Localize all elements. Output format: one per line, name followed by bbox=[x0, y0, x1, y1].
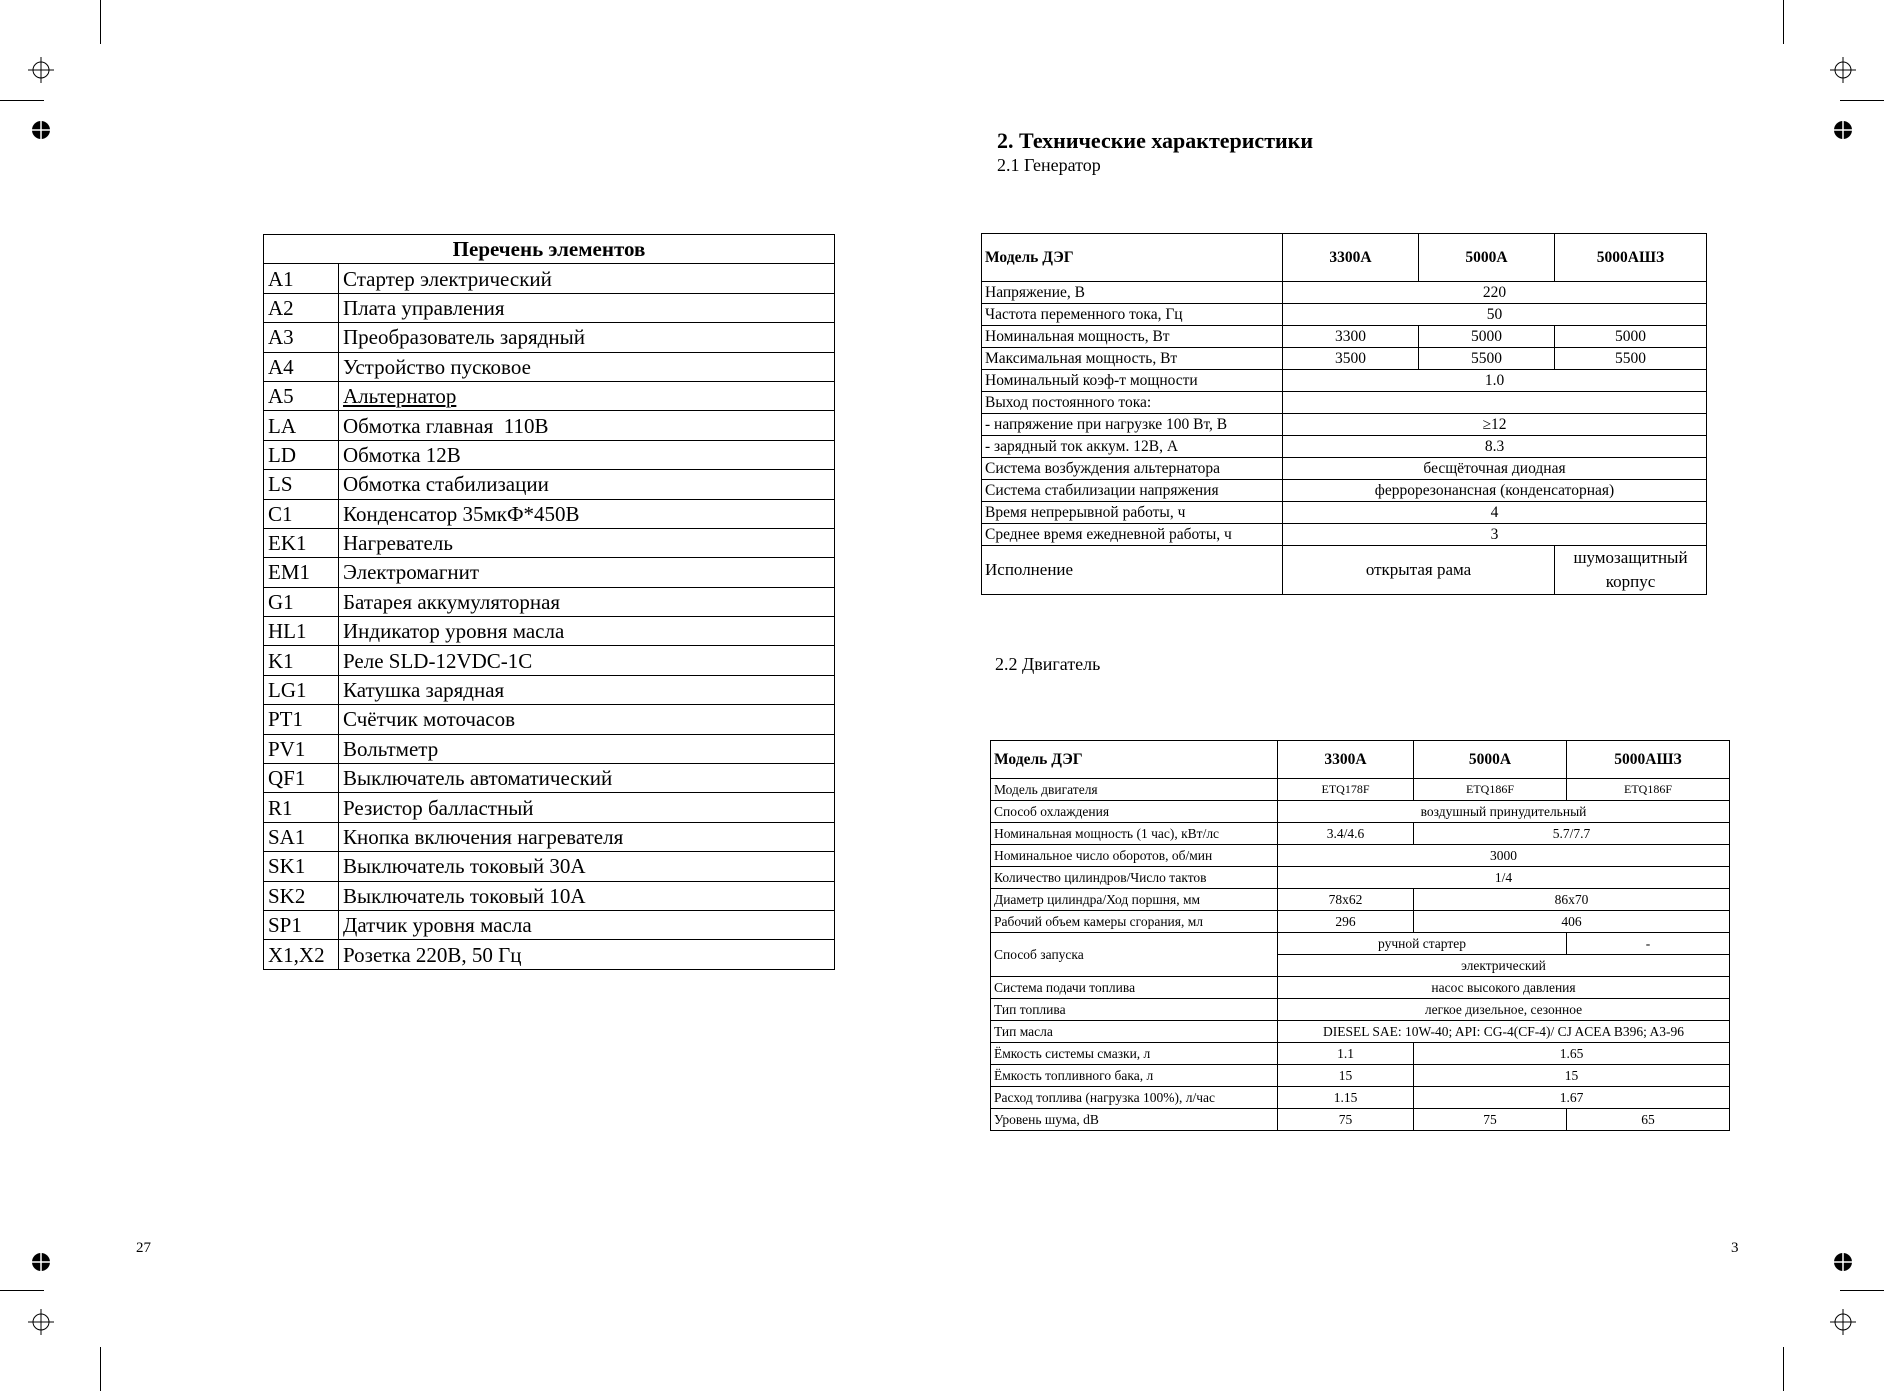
spec-value: 5.7/7.7 bbox=[1414, 823, 1730, 845]
element-code: C1 bbox=[264, 499, 339, 528]
spec-value: 65 bbox=[1567, 1109, 1730, 1131]
element-name: Датчик уровня масла bbox=[339, 910, 835, 939]
registration-target-icon bbox=[28, 1309, 54, 1335]
spec-label: Номинальное число оборотов, об/мин bbox=[991, 845, 1278, 867]
registration-dot-icon bbox=[1833, 120, 1853, 140]
table-row bbox=[982, 348, 1707, 370]
elements-table-title: Перечень элементов bbox=[264, 235, 835, 264]
element-code: PT1 bbox=[264, 705, 339, 734]
element-name: Устройство пусковое bbox=[339, 352, 835, 381]
element-name: Батарея аккумуляторная bbox=[339, 587, 835, 616]
spec-value: 75 bbox=[1278, 1109, 1414, 1131]
spec-label: - зарядный ток аккум. 12В, А bbox=[982, 436, 1283, 458]
element-name bbox=[339, 381, 835, 410]
header-model: 5000АШЗ bbox=[1567, 741, 1730, 779]
element-name: Электромагнит bbox=[339, 558, 835, 587]
table-row bbox=[264, 587, 835, 616]
table-row bbox=[264, 793, 835, 822]
spec-value: 3500 bbox=[1283, 348, 1419, 370]
element-code: X1,X2 bbox=[264, 940, 339, 969]
spec-value: 5500 bbox=[1419, 348, 1555, 370]
element-code: EM1 bbox=[264, 558, 339, 587]
element-code: PV1 bbox=[264, 734, 339, 763]
spec-value: 5500 bbox=[1555, 348, 1707, 370]
table-row bbox=[264, 617, 835, 646]
spec-value: 8.3 bbox=[1283, 436, 1707, 458]
table-row bbox=[264, 881, 835, 910]
element-name: Выключатель токовый 10А bbox=[339, 881, 835, 910]
table-row bbox=[264, 705, 835, 734]
table-row bbox=[264, 352, 835, 381]
element-code: SK1 bbox=[264, 852, 339, 881]
spec-label: Диаметр цилиндра/Ход поршня, мм bbox=[991, 889, 1278, 911]
registration-target-icon bbox=[28, 57, 54, 83]
spec-value bbox=[1283, 392, 1707, 414]
table-row bbox=[991, 1109, 1730, 1131]
trim-mark bbox=[1783, 0, 1784, 44]
spec-value: ≥12 bbox=[1283, 414, 1707, 436]
table-row bbox=[264, 822, 835, 851]
spec-label: Уровень шума, dB bbox=[991, 1109, 1278, 1131]
element-code: LD bbox=[264, 440, 339, 469]
spec-value: легкое дизельное, сезонное bbox=[1278, 999, 1730, 1021]
spec-label: Тип топлива bbox=[991, 999, 1278, 1021]
element-name: Плата управления bbox=[339, 293, 835, 322]
registration-target-icon bbox=[1830, 57, 1856, 83]
element-code: SP1 bbox=[264, 910, 339, 939]
section-title: 2. Технические характеристики bbox=[997, 128, 1314, 153]
table-row bbox=[264, 440, 835, 469]
element-code: G1 bbox=[264, 587, 339, 616]
spec-value: 5000 bbox=[1555, 326, 1707, 348]
element-name: Нагреватель bbox=[339, 528, 835, 557]
header-model: 5000А bbox=[1414, 741, 1567, 779]
table-row bbox=[264, 264, 835, 293]
element-code: R1 bbox=[264, 793, 339, 822]
spec-label: Система возбуждения альтернатора bbox=[982, 458, 1283, 480]
spec-label: Среднее время ежедневной работы, ч bbox=[982, 524, 1283, 546]
page-number-left: 27 bbox=[136, 1240, 151, 1256]
table-header-row bbox=[982, 234, 1707, 282]
table-row bbox=[982, 436, 1707, 458]
element-name: Катушка зарядная bbox=[339, 675, 835, 704]
spec-value: 78х62 bbox=[1278, 889, 1414, 911]
table-row bbox=[982, 326, 1707, 348]
table-row bbox=[991, 889, 1730, 911]
element-code: SA1 bbox=[264, 822, 339, 851]
spec-value: 1.1 bbox=[1278, 1043, 1414, 1065]
element-name: Выключатель автоматический bbox=[339, 764, 835, 793]
element-code: QF1 bbox=[264, 764, 339, 793]
spec-value: 3 bbox=[1283, 524, 1707, 546]
table-row bbox=[982, 414, 1707, 436]
element-name: Розетка 220В, 50 Гц bbox=[339, 940, 835, 969]
table-row bbox=[982, 392, 1707, 414]
table-row bbox=[991, 1043, 1730, 1065]
element-code: A5 bbox=[264, 381, 339, 410]
spec-label: Максимальная мощность, Вт bbox=[982, 348, 1283, 370]
header-label: Модель ДЭГ bbox=[982, 234, 1283, 282]
spec-value: ETQ186F bbox=[1567, 779, 1730, 801]
table-row bbox=[982, 546, 1707, 595]
table-row bbox=[264, 528, 835, 557]
table-header-row bbox=[991, 741, 1730, 779]
element-name: Обмотка главная 110В bbox=[339, 411, 835, 440]
element-code: A1 bbox=[264, 264, 339, 293]
spec-value: 406 bbox=[1414, 911, 1730, 933]
table-row bbox=[982, 370, 1707, 392]
spec-value: 1.65 bbox=[1414, 1043, 1730, 1065]
element-code: EK1 bbox=[264, 528, 339, 557]
trim-mark bbox=[100, 0, 101, 44]
spec-label: - напряжение при нагрузке 100 Вт, В bbox=[982, 414, 1283, 436]
element-name: Счётчик моточасов bbox=[339, 705, 835, 734]
spec-label: Модель двигателя bbox=[991, 779, 1278, 801]
table-row bbox=[264, 734, 835, 763]
spec-label: Тип масла bbox=[991, 1021, 1278, 1043]
table-row bbox=[982, 282, 1707, 304]
spec-value: насос высокого давления bbox=[1278, 977, 1730, 999]
table-row bbox=[264, 411, 835, 440]
table-row bbox=[982, 458, 1707, 480]
element-code: LS bbox=[264, 470, 339, 499]
spec-value: 1.0 bbox=[1283, 370, 1707, 392]
spec-value: 15 bbox=[1414, 1065, 1730, 1087]
table-row bbox=[991, 801, 1730, 823]
element-name: Кнопка включения нагревателя bbox=[339, 822, 835, 851]
trim-mark bbox=[0, 1290, 44, 1291]
spec-value: ETQ186F bbox=[1414, 779, 1567, 801]
element-code: K1 bbox=[264, 646, 339, 675]
spec-label: Номинальная мощность, Вт bbox=[982, 326, 1283, 348]
spec-label: Номинальная мощность (1 час), кВт/лс bbox=[991, 823, 1278, 845]
table-row bbox=[991, 867, 1730, 889]
spec-label: Система стабилизации напряжения bbox=[982, 480, 1283, 502]
spec-value: 1.67 bbox=[1414, 1087, 1730, 1109]
generator-subtitle: 2.1 Генератор bbox=[997, 155, 1101, 175]
spec-value: феррорезонансная (конденсаторная) bbox=[1283, 480, 1707, 502]
element-name: Конденсатор 35мкФ*450В bbox=[339, 499, 835, 528]
table-row bbox=[264, 675, 835, 704]
element-name: Вольтметр bbox=[339, 734, 835, 763]
spec-value: открытая рама bbox=[1283, 546, 1555, 595]
table-row bbox=[264, 381, 835, 410]
table-row bbox=[991, 1021, 1730, 1043]
element-name: Индикатор уровня масла bbox=[339, 617, 835, 646]
element-name: Реле SLD-12VDC-1C bbox=[339, 646, 835, 675]
registration-dot-icon bbox=[31, 120, 51, 140]
table-row bbox=[991, 977, 1730, 999]
header-model: 3300А bbox=[1283, 234, 1419, 282]
element-code: LG1 bbox=[264, 675, 339, 704]
spec-label: Расход топлива (нагрузка 100%), л/час bbox=[991, 1087, 1278, 1109]
element-name: Обмотка стабилизации bbox=[339, 470, 835, 499]
spec-value: 15 bbox=[1278, 1065, 1414, 1087]
element-name: Обмотка 12В bbox=[339, 440, 835, 469]
table-row bbox=[264, 558, 835, 587]
element-name: Выключатель токовый 30А bbox=[339, 852, 835, 881]
spec-label: Ёмкость системы смазки, л bbox=[991, 1043, 1278, 1065]
spec-label: Номинальный коэф-т мощности bbox=[982, 370, 1283, 392]
spec-value: DIESEL SAE: 10W-40; API: CG-4(CF-4)/ CJ ACEA B396; A3-96 bbox=[1278, 1021, 1730, 1043]
spec-value: 86х70 bbox=[1414, 889, 1730, 911]
spec-value: 3300 bbox=[1283, 326, 1419, 348]
spec-value: - bbox=[1567, 933, 1730, 955]
engine-specs-table bbox=[990, 740, 1730, 1131]
spec-label: Исполнение bbox=[982, 546, 1283, 595]
header-model: 3300А bbox=[1278, 741, 1414, 779]
table-row bbox=[264, 323, 835, 352]
spec-label: Количество цилиндров/Число тактов bbox=[991, 867, 1278, 889]
spec-value: ручной стартер bbox=[1278, 933, 1567, 955]
registration-dot-icon bbox=[31, 1252, 51, 1272]
elements-table bbox=[263, 234, 835, 970]
spec-label: Способ запуска bbox=[991, 933, 1278, 977]
trim-mark bbox=[0, 100, 44, 101]
generator-specs-table bbox=[981, 233, 1707, 595]
table-row bbox=[991, 779, 1730, 801]
engine-subtitle: 2.2 Двигатель bbox=[995, 654, 1101, 674]
spec-label: Напряжение, В bbox=[982, 282, 1283, 304]
spec-value: 5000 bbox=[1419, 326, 1555, 348]
header-model: 5000А bbox=[1419, 234, 1555, 282]
table-row bbox=[264, 646, 835, 675]
element-code: A4 bbox=[264, 352, 339, 381]
spec-label: Система подачи топлива bbox=[991, 977, 1278, 999]
element-code: HL1 bbox=[264, 617, 339, 646]
spec-value: ETQ178F bbox=[1278, 779, 1414, 801]
element-name: Преобразователь зарядный bbox=[339, 323, 835, 352]
element-code: A3 bbox=[264, 323, 339, 352]
table-row bbox=[991, 1065, 1730, 1087]
table-row bbox=[991, 911, 1730, 933]
registration-dot-icon bbox=[1833, 1252, 1853, 1272]
spec-value: 1/4 bbox=[1278, 867, 1730, 889]
spec-label: Время непрерывной работы, ч bbox=[982, 502, 1283, 524]
table-row bbox=[991, 933, 1730, 955]
table-row bbox=[264, 940, 835, 969]
element-name: Стартер электрический bbox=[339, 264, 835, 293]
spec-value: электрический bbox=[1278, 955, 1730, 977]
registration-target-icon bbox=[1830, 1309, 1856, 1335]
spec-label: Ёмкость топливного бака, л bbox=[991, 1065, 1278, 1087]
spec-label: Частота переменного тока, Гц bbox=[982, 304, 1283, 326]
spec-value: 296 bbox=[1278, 911, 1414, 933]
spec-value: 220 bbox=[1283, 282, 1707, 304]
element-name-underlined: Альтернатор bbox=[343, 384, 457, 409]
trim-mark bbox=[1783, 1347, 1784, 1391]
table-row bbox=[264, 910, 835, 939]
spec-value: 3.4/4.6 bbox=[1278, 823, 1414, 845]
table-row bbox=[264, 852, 835, 881]
spec-value: бесщёточная диодная bbox=[1283, 458, 1707, 480]
table-row bbox=[264, 470, 835, 499]
spec-value: 1.15 bbox=[1278, 1087, 1414, 1109]
spec-value: воздушный принудительный bbox=[1278, 801, 1730, 823]
element-name: Резистор балластный bbox=[339, 793, 835, 822]
spec-value: шумозащитный корпус bbox=[1555, 546, 1707, 595]
page-number-right: 3 bbox=[1731, 1240, 1739, 1256]
table-row bbox=[991, 823, 1730, 845]
spec-value: 75 bbox=[1414, 1109, 1567, 1131]
table-row bbox=[264, 499, 835, 528]
table-row bbox=[264, 293, 835, 322]
trim-mark bbox=[1840, 100, 1884, 101]
table-row bbox=[991, 1087, 1730, 1109]
header-model: 5000АШЗ bbox=[1555, 234, 1707, 282]
spec-label: Рабочий объем камеры сгорания, мл bbox=[991, 911, 1278, 933]
element-code: A2 bbox=[264, 293, 339, 322]
table-row bbox=[991, 845, 1730, 867]
spec-value: 4 bbox=[1283, 502, 1707, 524]
table-row bbox=[982, 524, 1707, 546]
table-row bbox=[982, 502, 1707, 524]
table-row bbox=[982, 304, 1707, 326]
spec-value: 50 bbox=[1283, 304, 1707, 326]
trim-mark bbox=[1840, 1290, 1884, 1291]
spec-value: 3000 bbox=[1278, 845, 1730, 867]
table-row bbox=[264, 764, 835, 793]
trim-mark bbox=[100, 1347, 101, 1391]
element-code: SK2 bbox=[264, 881, 339, 910]
table-header-row bbox=[264, 235, 835, 264]
header-label: Модель ДЭГ bbox=[991, 741, 1278, 779]
table-row bbox=[991, 999, 1730, 1021]
spec-label: Способ охлаждения bbox=[991, 801, 1278, 823]
spec-label: Выход постоянного тока: bbox=[982, 392, 1283, 414]
table-row bbox=[982, 480, 1707, 502]
element-code: LA bbox=[264, 411, 339, 440]
